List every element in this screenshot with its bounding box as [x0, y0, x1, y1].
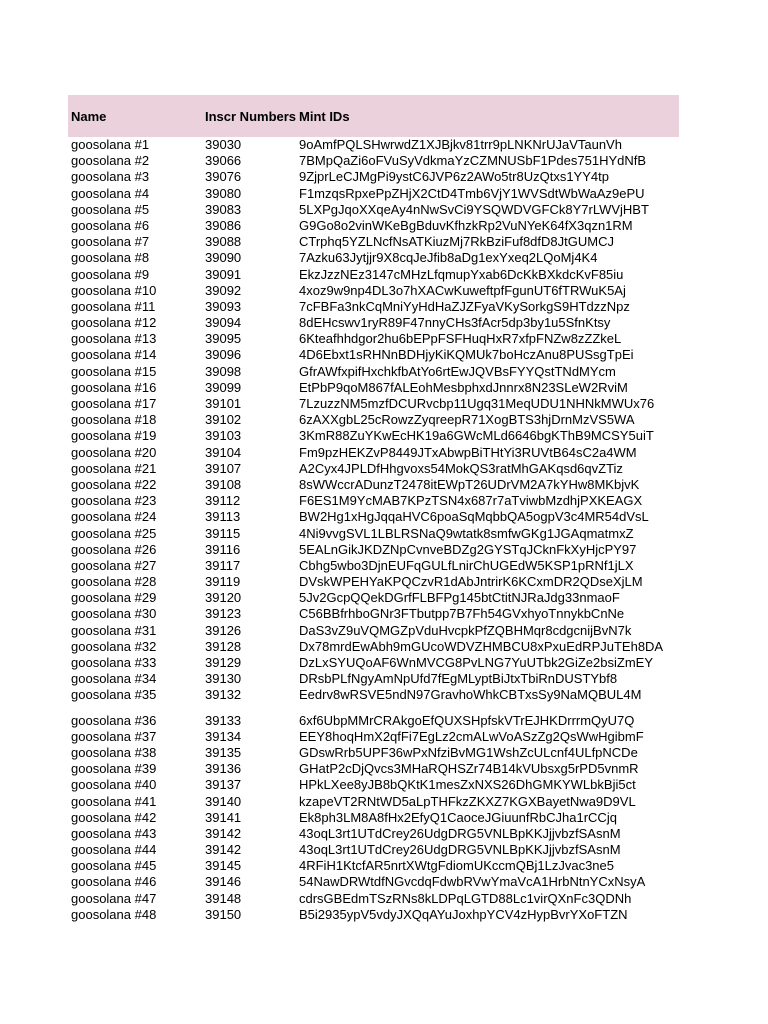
table-row	[68, 639, 679, 655]
cell-inscr-number: 39123	[205, 606, 242, 622]
cell-name: goosolana #32	[71, 638, 157, 654]
table-row	[68, 234, 679, 250]
cell-inscr-number: 39101	[205, 396, 242, 411]
table-row	[68, 891, 679, 907]
table-row	[68, 574, 679, 590]
table-body-a	[68, 137, 679, 704]
table-row	[68, 655, 679, 671]
table-row	[68, 137, 679, 153]
cell-inscr-number: 39117	[205, 557, 241, 573]
table-row	[68, 842, 679, 858]
cell-inscr-number: 39116	[205, 541, 241, 557]
cell-mint-id: 8sWWccrADunzT2478itEWpT26UDrVM2A7kYHw8MKbjvK	[299, 476, 640, 492]
cell-inscr-number: 39145	[205, 858, 242, 874]
cell-mint-id: 5EALnGikJKDZNpCvnveBDZg2GYSTqJCknFkXyHjcPY97	[299, 541, 637, 557]
cell-inscr-number: 39112	[205, 493, 241, 509]
table-row	[68, 218, 679, 234]
cell-name: goosolana #15	[71, 363, 157, 379]
cell-inscr-number: 39093	[205, 298, 242, 314]
cell-name: goosolana #25	[71, 525, 157, 541]
table-row	[68, 606, 679, 622]
cell-inscr-number: 39107	[205, 460, 242, 476]
cell-inscr-number: 39140	[205, 793, 242, 809]
cell-mint-id: Dx78mrdEwAbh9mGUcoWDVZHMBCU8xPxuEdRPJuTEh8DA	[299, 638, 664, 654]
table-row	[68, 713, 679, 729]
cell-name: goosolana #43	[71, 825, 157, 841]
cell-mint-id: DaS3vZ9uVQMGZpVduHvcpkPfZQBHMqr8cdgcnijBvN7k	[299, 622, 632, 638]
cell-name: goosolana #20	[71, 444, 157, 460]
table-row	[68, 907, 679, 923]
cell-inscr-number: 39142	[205, 842, 242, 858]
table-row	[68, 153, 679, 169]
cell-name: goosolana #30	[71, 606, 157, 622]
cell-mint-id: 43oqL3rt1UTdCrey26UdgDRG5VNLBpKKJjjvbzfSAsnM	[299, 825, 621, 841]
table-row	[68, 283, 679, 299]
cell-inscr-number: 39150	[205, 906, 242, 922]
cell-name: goosolana #2	[71, 153, 150, 169]
cell-name: goosolana #6	[71, 217, 150, 233]
cell-inscr-number: 39102	[205, 412, 242, 428]
cell-name: goosolana #34	[71, 671, 157, 687]
cell-mint-id: 5LXPgJqoXXqeAy4nNwSvCi9YSQWDVGFCk8Y7rLWVjHBT	[299, 201, 649, 217]
cell-inscr-number: 39080	[205, 185, 242, 201]
table-row	[68, 445, 679, 461]
cell-inscr-number: 39130	[205, 671, 242, 687]
cell-name: goosolana #21	[71, 460, 157, 476]
cell-inscr-number: 39066	[205, 153, 242, 169]
cell-name: goosolana #42	[71, 809, 157, 825]
cell-mint-id: kzapeVT2RNtWD5aLpTHFkzZKXZ7KGXBayetNwa9D9VL	[299, 793, 636, 809]
cell-inscr-number: 39132	[205, 687, 242, 703]
cell-mint-id: DRsbPLfNgyAmNpUfd7fEgMLyptBiJtxTbiRnDUSTYbf8	[299, 671, 618, 687]
table-row	[68, 810, 679, 826]
table-row	[68, 428, 679, 444]
cell-mint-id: 6zAXXgbL25cRowzZyqreepR71XogBTS3hjDrnMzVS5WA	[299, 412, 635, 428]
cell-mint-id: GfrAWfxpifHxchkfbAtYo6rtEwJQVBsFYYQstTNdMYcm	[299, 363, 616, 379]
cell-name: goosolana #33	[71, 655, 157, 670]
header-inscr-numbers: Inscr Numbers	[205, 108, 297, 124]
cell-mint-id: 9oAmfPQLSHwrwdZ1XJBjkv81trr9pLNKNrUJaVTaunVh	[299, 137, 622, 152]
cell-mint-id: B5i2935ypV5vdyJXQqAYuJoxhpYCV4zHypBvrYXoFTZN	[299, 906, 628, 922]
cell-mint-id: 6Kteafhhdgor2hu6bEPpFSFHuqHxR7xfpFNZw8zZZkeL	[299, 331, 622, 347]
cell-inscr-number: 39137	[205, 777, 242, 793]
cell-name: goosolana #39	[71, 761, 157, 777]
cell-mint-id: 6xf6UbpMMrCRAkgoEfQUXSHpfskVTrEJHKDrrrmQyU7Q	[299, 712, 635, 728]
cell-inscr-number: 39113	[205, 509, 241, 525]
cell-inscr-number: 39129	[205, 655, 242, 670]
cell-name: goosolana #17	[71, 396, 157, 411]
table-header	[68, 95, 679, 137]
cell-name: goosolana #4	[71, 185, 150, 201]
table-row	[68, 623, 679, 639]
table-row	[68, 794, 679, 810]
cell-mint-id: C56BBfrhboGNr3FTbutpp7B7Fh54GVxhyoTnnykbCnNe	[299, 606, 625, 622]
cell-name: goosolana #16	[71, 379, 157, 395]
table-row	[68, 542, 679, 558]
cell-inscr-number: 39086	[205, 217, 242, 233]
cell-mint-id: 43oqL3rt1UTdCrey26UdgDRG5VNLBpKKJjjvbzfSAsnM	[299, 842, 621, 858]
table-row	[68, 477, 679, 493]
cell-name: goosolana #36	[71, 712, 157, 728]
cell-inscr-number: 39092	[205, 282, 242, 298]
cell-mint-id: 4xoz9w9np4DL3o7hXACwKuweftpfFgunUT6fTRWuK5Aj	[299, 282, 626, 298]
table-body-b	[68, 713, 679, 923]
cell-mint-id: cdrsGBEdmTSzRNs8kLDPqLGTD88Lc1virQXnFc3QDNh	[299, 890, 632, 906]
table-row	[68, 687, 679, 703]
cell-mint-id: 7LzuzzNM5mzfDCURvcbp11Ugq31MeqUDU1NHNkMWUx76	[299, 396, 655, 411]
spreadsheet	[68, 95, 679, 923]
cell-mint-id: GHatP2cDjQvcs3MHaRQHSZr74B14kVUbsxg5rPD5vnmR	[299, 761, 639, 777]
cell-mint-id: Fm9pzHEKZvP8449JTxAbwpBiTHtYi3RUVtB64sC2a4WM	[299, 444, 637, 460]
table-row	[68, 250, 679, 266]
table-row	[68, 267, 679, 283]
cell-mint-id: 5Jv2GcpQQekDGrfFLBFPg145btCtitNJRaJdg33nmaoF	[299, 590, 620, 606]
cell-mint-id: 7Azku63Jytjjr9X8cqJeJfib8aDg1exYxeq2LQoMj4K4	[299, 250, 598, 266]
table-row	[68, 826, 679, 842]
cell-inscr-number: 39030	[205, 137, 242, 152]
cell-inscr-number: 39128	[205, 638, 242, 654]
cell-inscr-number: 39136	[205, 761, 242, 777]
table-row	[68, 202, 679, 218]
table-row	[68, 364, 679, 380]
cell-mint-id: HPkLXee8yJB8bQKtK1mesZxNXS26DhGMKYWLbkBji5ct	[299, 777, 636, 793]
cell-name: goosolana #47	[71, 890, 157, 906]
cell-inscr-number: 39098	[205, 363, 242, 379]
cell-name: goosolana #3	[71, 169, 150, 185]
cell-name: goosolana #29	[71, 590, 157, 606]
cell-mint-id: 4D6Ebxt1sRHNnBDHjyKiKQMUk7boHczAnu8PUSsgTpEi	[299, 347, 634, 363]
cell-inscr-number: 39119	[205, 574, 241, 590]
table-row	[68, 493, 679, 509]
table-row	[68, 745, 679, 761]
cell-name: goosolana #1	[71, 137, 150, 152]
table-row	[68, 299, 679, 315]
cell-inscr-number: 39133	[205, 712, 242, 728]
cell-inscr-number: 39104	[205, 444, 242, 460]
table-row	[68, 186, 679, 202]
table-row	[68, 761, 679, 777]
cell-inscr-number: 39115	[205, 525, 241, 541]
cell-name: goosolana #12	[71, 315, 157, 331]
cell-inscr-number: 39076	[205, 169, 242, 185]
cell-mint-id: DzLxSYUQoAF6WnMVCG8PvLNG7YuUTbk2GiZe2bsiZmEY	[299, 655, 653, 670]
cell-mint-id: Cbhg5wbo3DjnEUFqGULfLnirChUGEdW5KSP1pRNf1jLX	[299, 557, 634, 573]
table-row	[68, 331, 679, 347]
table-row	[68, 558, 679, 574]
cell-inscr-number: 39094	[205, 315, 242, 331]
cell-mint-id: CTrphq5YZLNcfNsATKiuzMj7RkBziFuf8dfD8JtGUMCJ	[299, 234, 614, 250]
table-row	[68, 396, 679, 412]
cell-name: goosolana #44	[71, 842, 157, 858]
cell-name: goosolana #41	[71, 793, 157, 809]
cell-name: goosolana #46	[71, 874, 157, 890]
table-row	[68, 347, 679, 363]
cell-mint-id: 4RFiH1KtcfAR5nrtXWtgFdiomUKccmQBj1LzJvac3ne5	[299, 858, 614, 874]
cell-name: goosolana #28	[71, 574, 157, 590]
header-mint-ids: Mint IDs	[299, 108, 350, 124]
table-row	[68, 777, 679, 793]
cell-mint-id: G9Go8o2vinWKeBgBduvKfhzkRp2VuNYeK64fX3qzn1RM	[299, 217, 633, 233]
table-row	[68, 169, 679, 185]
cell-inscr-number: 39103	[205, 428, 242, 444]
cell-mint-id: F1mzqsRpxePpZHjX2CtD4Tmb6VjY1WVSdtWbWaAz9ePU	[299, 185, 645, 201]
cell-name: goosolana #18	[71, 412, 157, 428]
cell-mint-id: 4Ni9vvgSVL1LBLRSNaQ9wtatk8smfwGKg1JGAqmatmxZ	[299, 525, 634, 541]
cell-name: goosolana #23	[71, 493, 157, 509]
cell-name: goosolana #8	[71, 250, 150, 266]
cell-inscr-number: 39091	[205, 266, 242, 282]
cell-inscr-number: 39146	[205, 874, 242, 890]
cell-mint-id: A2Cyx4JPLDfHhgvoxs54MokQS3ratMhGAKqsd6qvZTiz	[299, 460, 623, 476]
blank-row	[68, 704, 679, 713]
table-row	[68, 874, 679, 890]
cell-mint-id: EEY8hoqHmX2qfFi7EgLz2cmALwVoASzZg2QsWwHgibmF	[299, 728, 644, 744]
cell-name: goosolana #40	[71, 777, 157, 793]
table-row	[68, 526, 679, 542]
cell-mint-id: 7cFBFa3nkCqMniYyHdHaZJZFyaVKySorkgS9HTdzzNpz	[299, 298, 630, 314]
cell-name: goosolana #22	[71, 476, 157, 492]
header-name: Name	[71, 108, 107, 124]
cell-mint-id: Eedrv8wRSVE5ndN97GravhoWhkCBTxsSy9NaMQBUL4M	[299, 687, 642, 703]
cell-inscr-number: 39134	[205, 728, 242, 744]
cell-name: goosolana #45	[71, 858, 157, 874]
cell-name: goosolana #37	[71, 728, 157, 744]
cell-inscr-number: 39120	[205, 590, 242, 606]
cell-inscr-number: 39099	[205, 379, 242, 395]
table-row	[68, 729, 679, 745]
cell-inscr-number: 39135	[205, 744, 242, 760]
cell-inscr-number: 39083	[205, 201, 242, 217]
cell-name: goosolana #11	[71, 298, 156, 314]
table-row	[68, 671, 679, 687]
cell-inscr-number: 39141	[205, 809, 242, 825]
table-row	[68, 380, 679, 396]
cell-name: goosolana #48	[71, 906, 157, 922]
cell-name: goosolana #31	[71, 622, 157, 638]
cell-inscr-number: 39126	[205, 622, 242, 638]
table-row	[68, 858, 679, 874]
cell-mint-id: 9ZjprLeCJMgPi9ystC6JVP6z2AWo5tr8UzQtxs1YY4tp	[299, 169, 609, 185]
cell-mint-id: Ek8ph3LM8A8fHx2EfyQ1CaoceJGiuunfRbCJha1rCCjq	[299, 809, 617, 825]
cell-mint-id: GDswRrb5UPF36wPxNfziBvMG1WshZcULcnf4ULfpNCDe	[299, 744, 638, 760]
cell-mint-id: 7BMpQaZi6oFVuSyVdkmaYzCZMNUSbF1Pdes751HYdNfB	[299, 153, 647, 169]
cell-inscr-number: 39088	[205, 234, 242, 250]
table-row	[68, 315, 679, 331]
cell-name: goosolana #24	[71, 509, 157, 525]
cell-inscr-number: 39142	[205, 825, 242, 841]
cell-mint-id: F6ES1M9YcMAB7KPzTSN4x687r7aTviwbMzdhjPXKEAGX	[299, 493, 643, 509]
cell-name: goosolana #5	[71, 201, 150, 217]
cell-mint-id: EtPbP9qoM867fALEohMesbphxdJnnrx8N23SLeW2RviM	[299, 379, 628, 395]
cell-mint-id: 54NawDRWtdfNGvcdqFdwbRVwYmaVcA1HrbNtnYCxNsyA	[299, 874, 646, 890]
cell-mint-id: 3KmR88ZuYKwEcHK19a6GWcMLd6646bgKThB9MCSY5uiT	[299, 428, 654, 444]
cell-name: goosolana #14	[71, 347, 157, 363]
table-row	[68, 509, 679, 525]
cell-name: goosolana #26	[71, 541, 157, 557]
cell-inscr-number: 39148	[205, 890, 242, 906]
cell-inscr-number: 39096	[205, 347, 242, 363]
cell-name: goosolana #7	[71, 234, 150, 250]
cell-mint-id: BW2Hg1xHgJqqaHVC6poaSqMqbbQA5ogpV3c4MR54dVsL	[299, 509, 649, 525]
cell-name: goosolana #38	[71, 744, 157, 760]
cell-name: goosolana #9	[71, 266, 150, 282]
table-row	[68, 461, 679, 477]
cell-inscr-number: 39095	[205, 331, 242, 347]
cell-name: goosolana #27	[71, 557, 157, 573]
cell-name: goosolana #19	[71, 428, 157, 444]
table-row	[68, 590, 679, 606]
cell-name: goosolana #10	[71, 282, 157, 298]
table-row	[68, 412, 679, 428]
cell-name: goosolana #13	[71, 331, 157, 347]
cell-inscr-number: 39090	[205, 250, 242, 266]
cell-mint-id: EkzJzzNEz3147cMHzLfqmupYxab6DcKkBXkdcKvF85iu	[299, 266, 624, 282]
cell-mint-id: 8dEHcswv1ryR89F47nnyCHs3fAcr5dp3by1u5SfnKtsy	[299, 315, 611, 331]
cell-name: goosolana #35	[71, 687, 157, 703]
cell-mint-id: DVskWPEHYaKPQCzvR1dAbJntrirK6KCxmDR2QDseXjLM	[299, 574, 643, 590]
cell-inscr-number: 39108	[205, 476, 242, 492]
